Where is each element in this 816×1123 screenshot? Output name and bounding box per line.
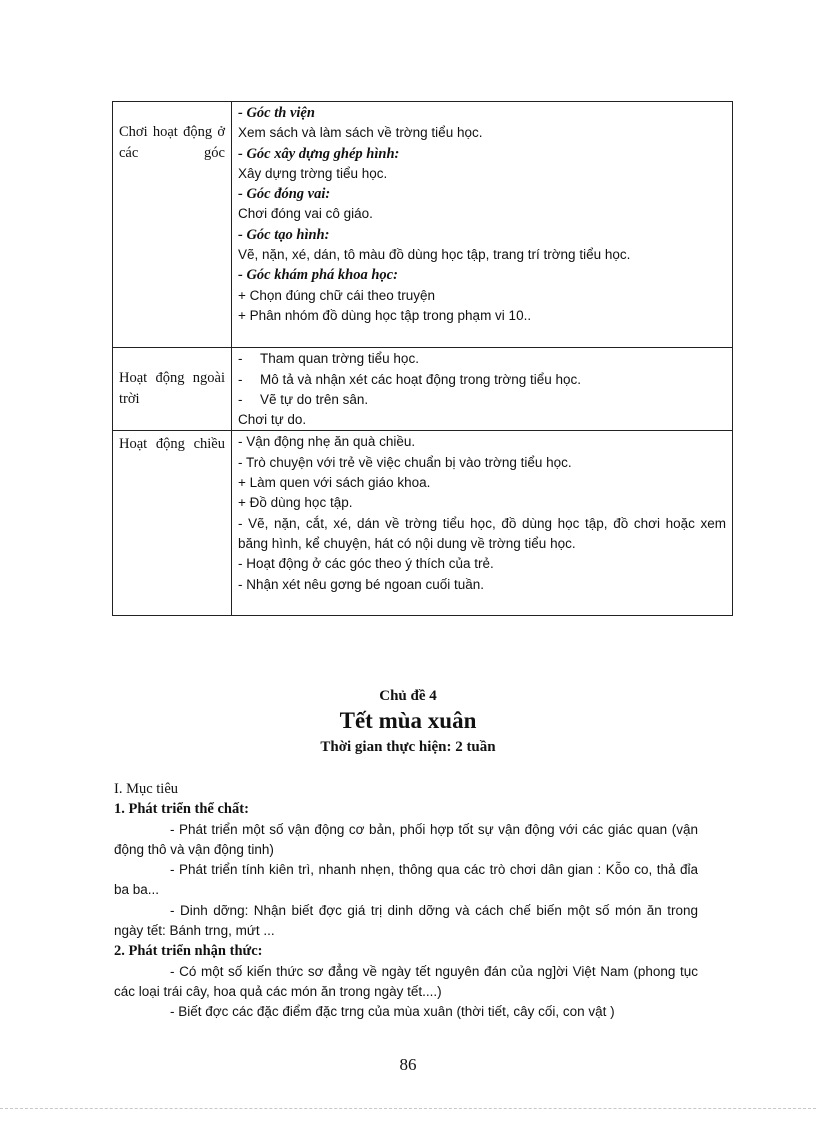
content-line: + Đồ dùng học tập. [238,495,353,511]
content-line: - Vận động nhẹ ăn quà chiều. [238,434,416,450]
row-label: Hoạt động chiều [113,431,232,615]
topic-duration: Thời gian thực hiện: 2 tuần [320,739,496,755]
content-line: Xem sách và làm sách về trờng tiểu học. [238,125,483,141]
topic-title: Tết mùa xuân [339,708,477,733]
content-line: Tham quan trờng tiểu học. [260,351,419,367]
content-line: + Phân nhóm đồ dùng học tập trong phạm vi 10.. [238,307,532,323]
table-row [113,431,733,615]
topic-number: Chủ đề 4 [379,688,437,704]
dash-item: - Vẽ tự do trên sân. [238,391,369,407]
row-content [232,348,733,431]
content-line: - Nhận xét nêu gơng bé ngoan cuối tuần. [238,576,485,592]
dash-item: - Tham quan trờng tiểu học. [238,351,419,367]
page-number: 86 [399,1055,417,1074]
content-line: Xây dựng trờng tiểu học. [238,165,388,181]
content-line: Vẽ, nặn, xé, dán, tô màu đồ dùng học tập, trang trí trờng tiểu học. [238,247,631,263]
objectives-heading: I. Mục tiêu [114,781,179,797]
content-line: + Làm quen với sách giáo khoa. [238,475,431,491]
corner-heading: - Góc đóng vai: [238,186,331,203]
corner-heading: - Góc th viện [238,105,315,121]
content-line: - Vẽ, nặn, cắt, xé, dán về trờng tiểu học, đồ dùng học tập, đồ chơi hoặc xem băng hình, kể chuyện, hát có nội dung về trờng tiểu học. [238,515,726,551]
content-line: Chơi đóng vai cô giáo. [238,206,373,222]
section-title: 2. Phát triển nhận thức: [114,943,263,960]
schedule-table [112,101,733,616]
row-content [232,102,733,348]
objectives [114,779,698,1023]
row-label: Hoạt động ngoài trời [113,348,232,431]
table-row [113,348,733,431]
objective-item: - Có một số kiến thức sơ đẳng về ngày tết nguyên đán của ng]ời Việt Nam (phong tục các loại trái cây, hoa quả các món ăn trong ngày tết....) [114,963,698,999]
corner-heading: - Góc khám phá khoa học: [238,267,398,284]
objective-item: - Dinh dỡng: Nhận biết đợc giá trị dinh dỡng và cách chế biến một số món ăn trong ngày tết: Bánh trng, mứt ... [114,902,698,939]
page-divider [0,1108,816,1109]
section-title: 1. Phát triển thể chất: [114,801,249,818]
content-line: Mô tả và nhận xét các hoạt động trong trờng tiểu học. [260,371,582,387]
content-line: Vẽ tự do trên sân. [260,391,369,407]
content-line: - Trò chuyện với trẻ về việc chuẩn bị vào trờng tiểu học. [238,454,572,470]
row-label: Chơi hoạt động ở các góc [113,102,232,348]
content-line: - Hoạt động ở các góc theo ý thích của trẻ. [238,556,494,572]
objective-item: - Biết đợc các đặc điểm đặc trng của mùa xuân (thời tiết, cây cối, con vật ) [170,1004,615,1020]
objective-item: - Phát triển một số vận động cơ bản, phối hợp tốt sự vận động với các giác quan (vận động thô và vận động tinh) [114,821,698,857]
corner-heading: - Góc xây dựng ghép hình: [238,145,400,162]
row-content [232,431,733,615]
corner-heading: - Góc tạo hình: [238,226,330,243]
content-line: Chơi tự do. [238,412,307,428]
content-line: + Chọn đúng chữ cái theo truyện [238,287,436,303]
table-row [113,102,733,348]
dash-item: - Mô tả và nhận xét các hoạt động trong trờng tiểu học. [238,371,582,387]
objective-item: - Phát triển tính kiên trì, nhanh nhẹn, thông qua các trò chơi dân gian : Kỗo co, thả đỉa ba ba... [114,862,698,898]
